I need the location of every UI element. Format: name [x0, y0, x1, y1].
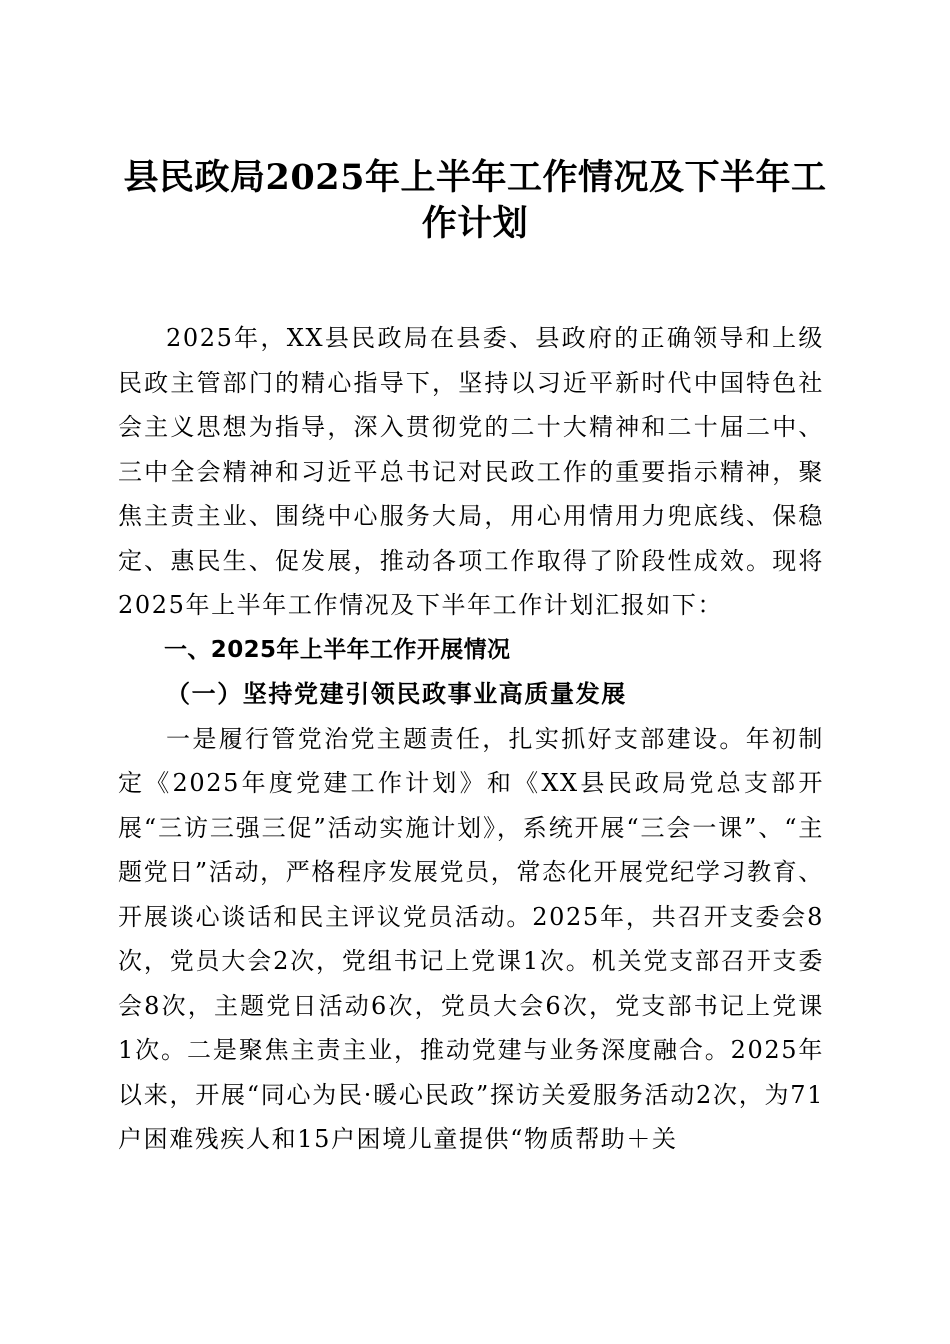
section-heading: 一、2025年上半年工作开展情况	[164, 636, 511, 663]
document-body	[118, 316, 824, 1162]
subsection-heading: （一）坚持党建引领民政事业高质量发展	[166, 679, 627, 708]
subsection-paragraph: 一是履行管党治党主题责任，扎实抓好支部建设。年初制定《2025年度党建工作计划》和《XX县民政局党总支部开展“三访三强三促”活动实施计划》，系统开展“三会一课”、“主题党日”活动，严格程序发展党员，常态化开展党纪学习教育、开展谈心谈话和民主评议党员活动。2025年，共召开支委会8次，党员大会2次，党组书记上党课1次。机关党支部召开支委会8次，主题党日活动6次，党员大会6次，党支部书记上党课1次。二是聚焦主责主业，推动党建与业务深度融合。2025年以来，开展“同心为民·暖心民政”探访关爱服务活动2次，为71户困难残疾人和15户困境儿童提供“物质帮助＋关	[118, 724, 824, 1153]
intro-paragraph: 2025年，XX县民政局在县委、县政府的正确领导和上级民政主管部门的精心指导下，坚持以习近平新时代中国特色社会主义思想为指导，深入贯彻党的二十大精神和二十届二中、三中全会精神和习近平总书记对民政工作的重要指示精神，聚焦主责主业、围绕中心服务大局，用心用情用力兜底线、保稳定、惠民生、促发展，推动各项工作取得了阶段性成效。现将2025年上半年工作情况及下半年工作计划汇报如下：	[118, 324, 824, 619]
document-title: 县民政局2025年上半年工作情况及下半年工作计划	[123, 157, 827, 244]
